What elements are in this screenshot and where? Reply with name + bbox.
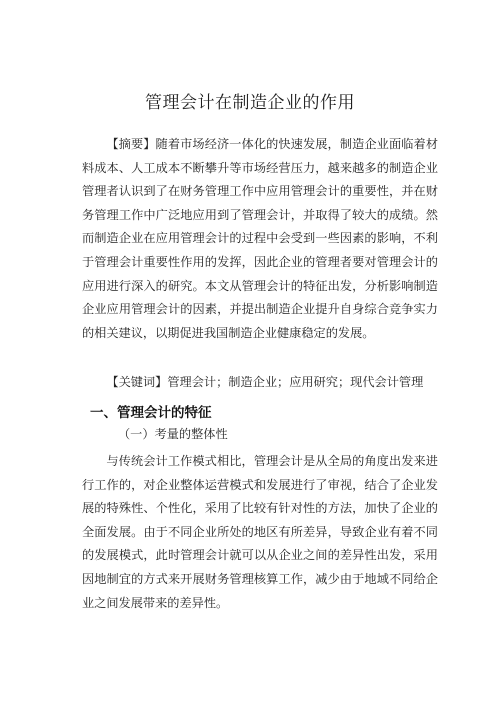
body-paragraph: 与传统会计工作模式相比，管理会计是从全局的角度出发来进行工作的，对企业整体运营模式和发展进行了审视，结合了企业发展的特殊性、个性化，采用了比较有针对性的方法，加快了企业的全面发展。由于不同企业所处的地区有所差异，导致企业有着不同的发展模式，此时管理会计就可以从企业之间的差异性出发，采用因地制宜的方式来开展财务管理核算工作，减少由于地域不同给企业之间发展带来的差异性。	[82, 454, 438, 610]
abstract-text: 随着市场经济一体化的快速发展，制造企业面临着材料成本、人工成本不断攀升等市场经营压力，越来越多的制造企业管理者认识到了在财务管理工作中应用管理会计的重要性，并在财务管理工作中广泛地应用到了管理会计，并取得了较大的成绩。然而制造企业在应用管理会计的过程中会受到一些因素的影响，不利于管理会计重要性作用的发挥，因此企业的管理者要对管理会计的应用进行深入的研究。本文从管理会计的特征出发，分析影响制造企业应用管理会计的因素，并提出制造企业提升自身综合竞争实力的相关建议，以期促进我国制造企业健康稳定的发展。	[82, 137, 439, 340]
abstract-label: 【摘要】	[106, 137, 156, 151]
keywords-text: 管理会计；制造企业；应用研究；现代会计管理	[167, 375, 424, 389]
keywords-label: 【关键词】	[106, 375, 168, 389]
section-heading: 一、管理会计的特征	[90, 405, 212, 421]
keywords-paragraph	[82, 371, 438, 395]
subsection-heading: （一）考量的整体性	[118, 427, 228, 441]
abstract-paragraph	[82, 133, 438, 345]
page-title: 管理会计在制造企业的作用	[145, 93, 355, 113]
